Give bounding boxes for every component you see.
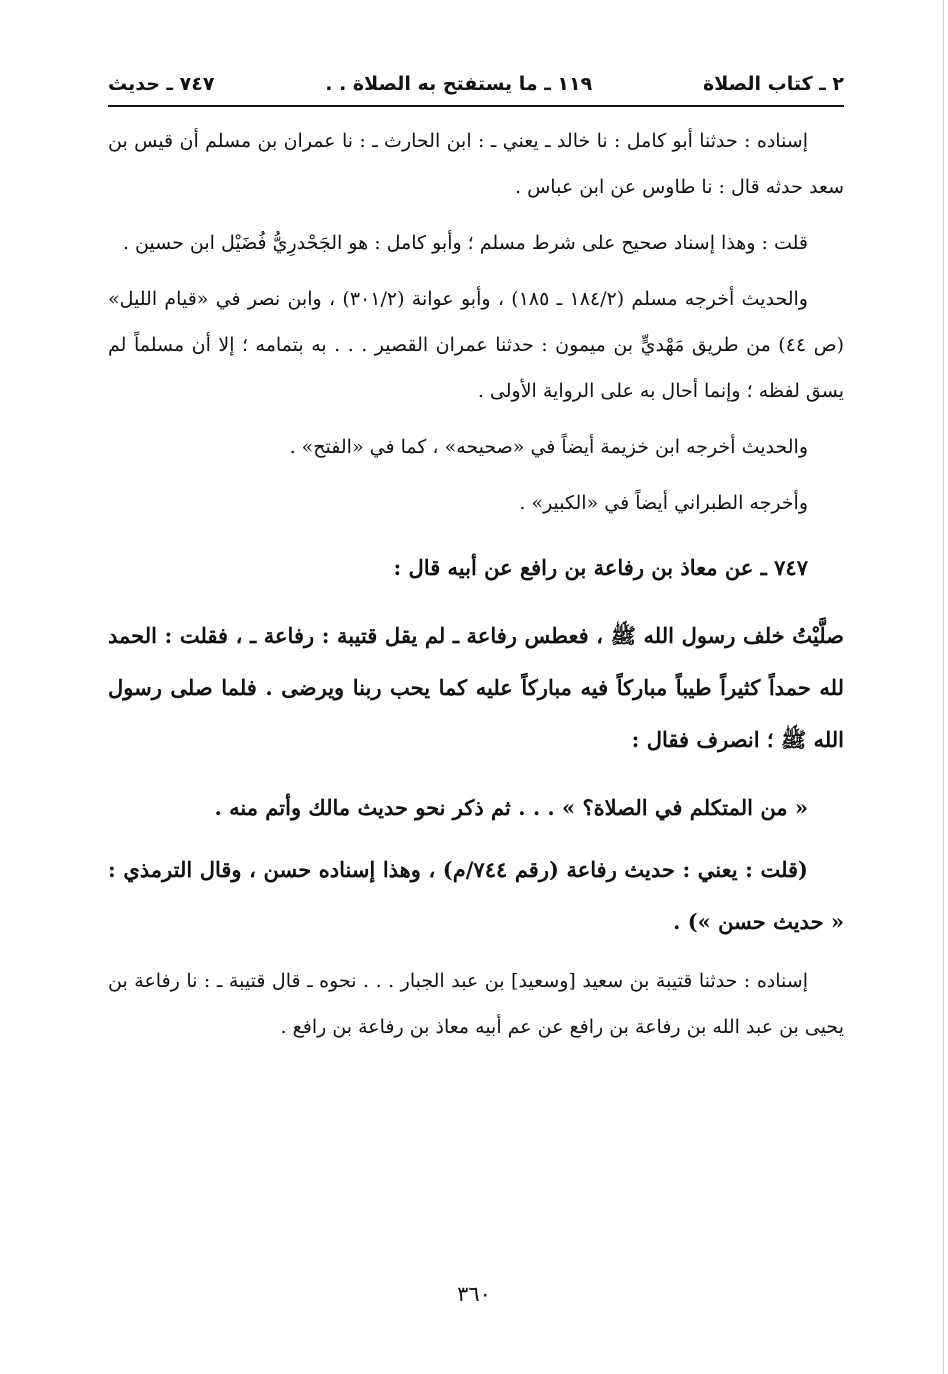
grading-note: (قلت : يعني : حديث رفاعة (رقم ٧٤٤/م) ، وهذا إسناده حسن ، وقال الترمذي : « حديث حسن ») . (108, 857, 844, 934)
hadith-heading: ٧٤٧ ـ عن معاذ بن رفاعة بن رافع عن أبيه قال : (393, 555, 808, 580)
isnad-paragraph-1: إسناده : حدثنا أبو كامل : نا خالد ـ يعني ـ : ابن الحارث ـ : نا عمران بن مسلم أن قيس بن سعد حدثه قال : نا طاوس عن ابن عباس . (108, 130, 844, 198)
header-section: ١١٩ ـ ما يستفتح به الصلاة . . (325, 73, 593, 95)
hadith-text: صلَّيْتُ خلف رسول الله ﷺ ، فعطس رفاعة ـ لم يقل قتيبة : رفاعة ـ ، فقلت : الحمد لله حمداً كثيراً طيباً مباركاً فيه مباركاً عليه كما يحب ربنا ويرضى . فلما صلى رسول الله ﷺ ؛ انصرف فقال : (108, 623, 844, 752)
header-divider (108, 105, 844, 107)
header-hadith-range: ٧٤٧ ـ حديث (108, 73, 215, 95)
running-header (108, 66, 844, 102)
takhrij-paragraph-2: والحديث أخرجه ابن خزيمة أيضاً في «صحيحه» ، كما في «الفتح» . (289, 436, 808, 458)
page-number: ٣٦٠ (457, 1282, 491, 1306)
page-body (108, 118, 844, 1050)
commentary-paragraph-1: قلت : وهذا إسناد صحيح على شرط مسلم ؛ وأبو كامل : هو الجَحْدرِيُّ فُضَيْل ابن حسين . (122, 232, 808, 254)
hadith-continuation: « من المتكلم في الصلاة؟ » . . . ثم ذكر نحو حديث مالك وأتم منه . (214, 795, 808, 820)
header-chapter: ٢ ـ كتاب الصلاة (703, 73, 844, 95)
takhrij-paragraph-3: وأخرجه الطبراني أيضاً في «الكبير» . (519, 492, 808, 514)
isnad-paragraph-2: إسناده : حدثنا قتيبة بن سعيد [وسعيد] بن عبد الجبار . . . نحوه ـ قال قتيبة ـ : نا رفاعة بن يحيى بن عبد الله بن رفاعة بن رافع عن عم أبيه معاذ بن رفاعة بن رافع . (108, 970, 844, 1038)
takhrij-paragraph-1: والحديث أخرجه مسلم (١٨٤/٢ ـ ١٨٥) ، وأبو عوانة (٣٠١/٢) ، وابن نصر في «قيام الليل» (ص ٤٤) من طريق مَهْديٍّ بن ميمون : حدثنا عمران القصير . . . به بتمامه ؛ إلا أن مسلماً لم يسق لفظه ؛ وإنما أحال به على الرواية الأولى . (108, 288, 844, 402)
scan-edge-line (943, 0, 944, 1374)
